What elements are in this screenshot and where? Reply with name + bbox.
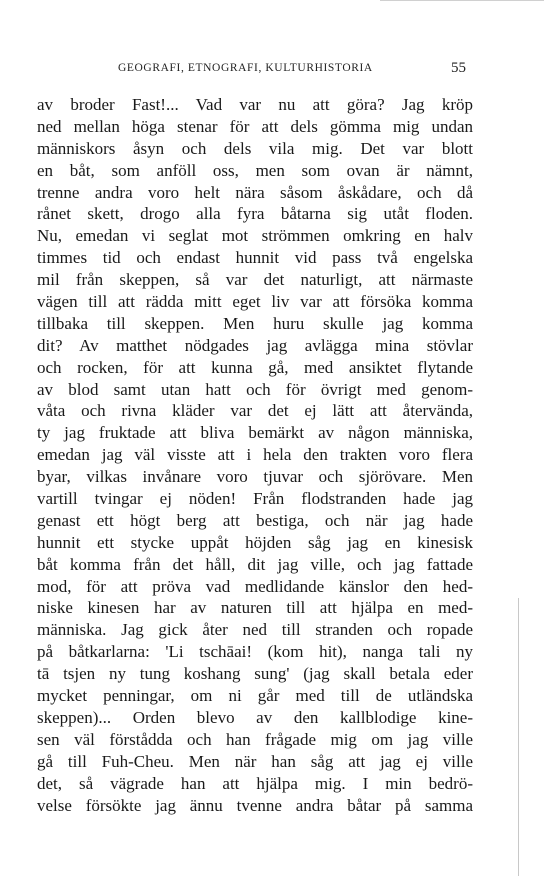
text-line: trenne andra voro helt nära såsom åskådare, och då — [37, 182, 473, 202]
text-line: niske kinesen har av naturen till att hjälpa en med- — [37, 598, 473, 618]
text-line: på båtkarlarna: 'Li tschāai! (kom hit), nanga tali ny — [37, 642, 473, 662]
text-line: mod, för att pröva vad medlidande känslor den hed- — [37, 576, 473, 596]
text-line: velse försökte jag ännu tvenne andra båtar på samma — [37, 795, 473, 815]
text-line: av blod samt utan hatt och för övrigt med genom- — [37, 379, 473, 399]
running-title: GEOGRAFI, ETNOGRAFI, KULTURHISTORIA — [118, 62, 373, 74]
body-text — [37, 94, 473, 816]
text-line: människors åsyn och dels vila mig. Det var blott — [37, 138, 473, 158]
text-line: vartill tvingar ej nöden! Från flodstranden hade jag — [37, 489, 473, 509]
text-line: tā tsjen ny tung koshang sung' (jag skall betala eder — [37, 664, 473, 684]
scan-edge-rule — [518, 598, 519, 876]
text-line: dit? Av matthet nödgades jag avlägga mina stövlar — [37, 335, 473, 355]
text-line: ned mellan höga stenar för att dels gömma mig undan — [37, 116, 473, 136]
text-line: emedan jag väl visste att i hela den trakten voro flera — [37, 445, 473, 465]
text-line: hunnit ett stycke uppåt höjden såg jag en kinesisk — [37, 532, 473, 552]
text-line: våta och rivna kläder var det ej lätt att återvända, — [37, 401, 473, 421]
text-line: byar, vilkas invånare voro tjuvar och sjörövare. Men — [37, 467, 473, 487]
top-edge-rule — [380, 0, 544, 1]
text-line: gå till Fuh-Cheu. Men när han såg att jag ej ville — [37, 751, 473, 771]
text-line: timmes tid och endast hunnit vid pass två engelska — [37, 248, 473, 268]
text-line: genast ett högt berg att bestiga, och när jag hade — [37, 510, 473, 530]
text-line: och rocken, för att kunna gå, med ansiktet flytande — [37, 357, 473, 377]
text-line: mycket penningar, om ni går med till de utländska — [37, 686, 473, 706]
text-line: båt komma från det håll, dit jag ville, och jag fattade — [37, 554, 473, 574]
text-line: en båt, som anföll oss, men som ovan är nämnt, — [37, 160, 473, 180]
text-line: det, så vägrade han att hjälpa mig. I min bedrö- — [37, 773, 473, 793]
text-line: sen väl förstådda och han frågade mig om jag ville — [37, 729, 473, 749]
text-line: ty jag fruktade att bliva bemärkt av någon människa, — [37, 423, 473, 443]
text-line: vägen till att rädda mitt eget liv var att försöka komma — [37, 292, 473, 312]
text-line: av broder Fast!... Vad var nu att göra? Jag kröp — [37, 95, 473, 114]
page-number: 55 — [451, 60, 466, 76]
text-line: Nu, emedan vi seglat mot strömmen omkring en halv — [37, 226, 473, 246]
text-line: tillbaka till skeppen. Men huru skulle jag komma — [37, 313, 473, 333]
text-line: rånet skett, drogo alla fyra båtarna sig utåt floden. — [37, 204, 473, 224]
page-header — [0, 62, 544, 82]
text-line: mil från skeppen, så var det naturligt, att närmaste — [37, 270, 473, 290]
text-line: människa. Jag gick åter ned till stranden och ropade — [37, 620, 473, 640]
text-line: skeppen)... Orden blevo av den kallblodige kine- — [37, 707, 473, 727]
